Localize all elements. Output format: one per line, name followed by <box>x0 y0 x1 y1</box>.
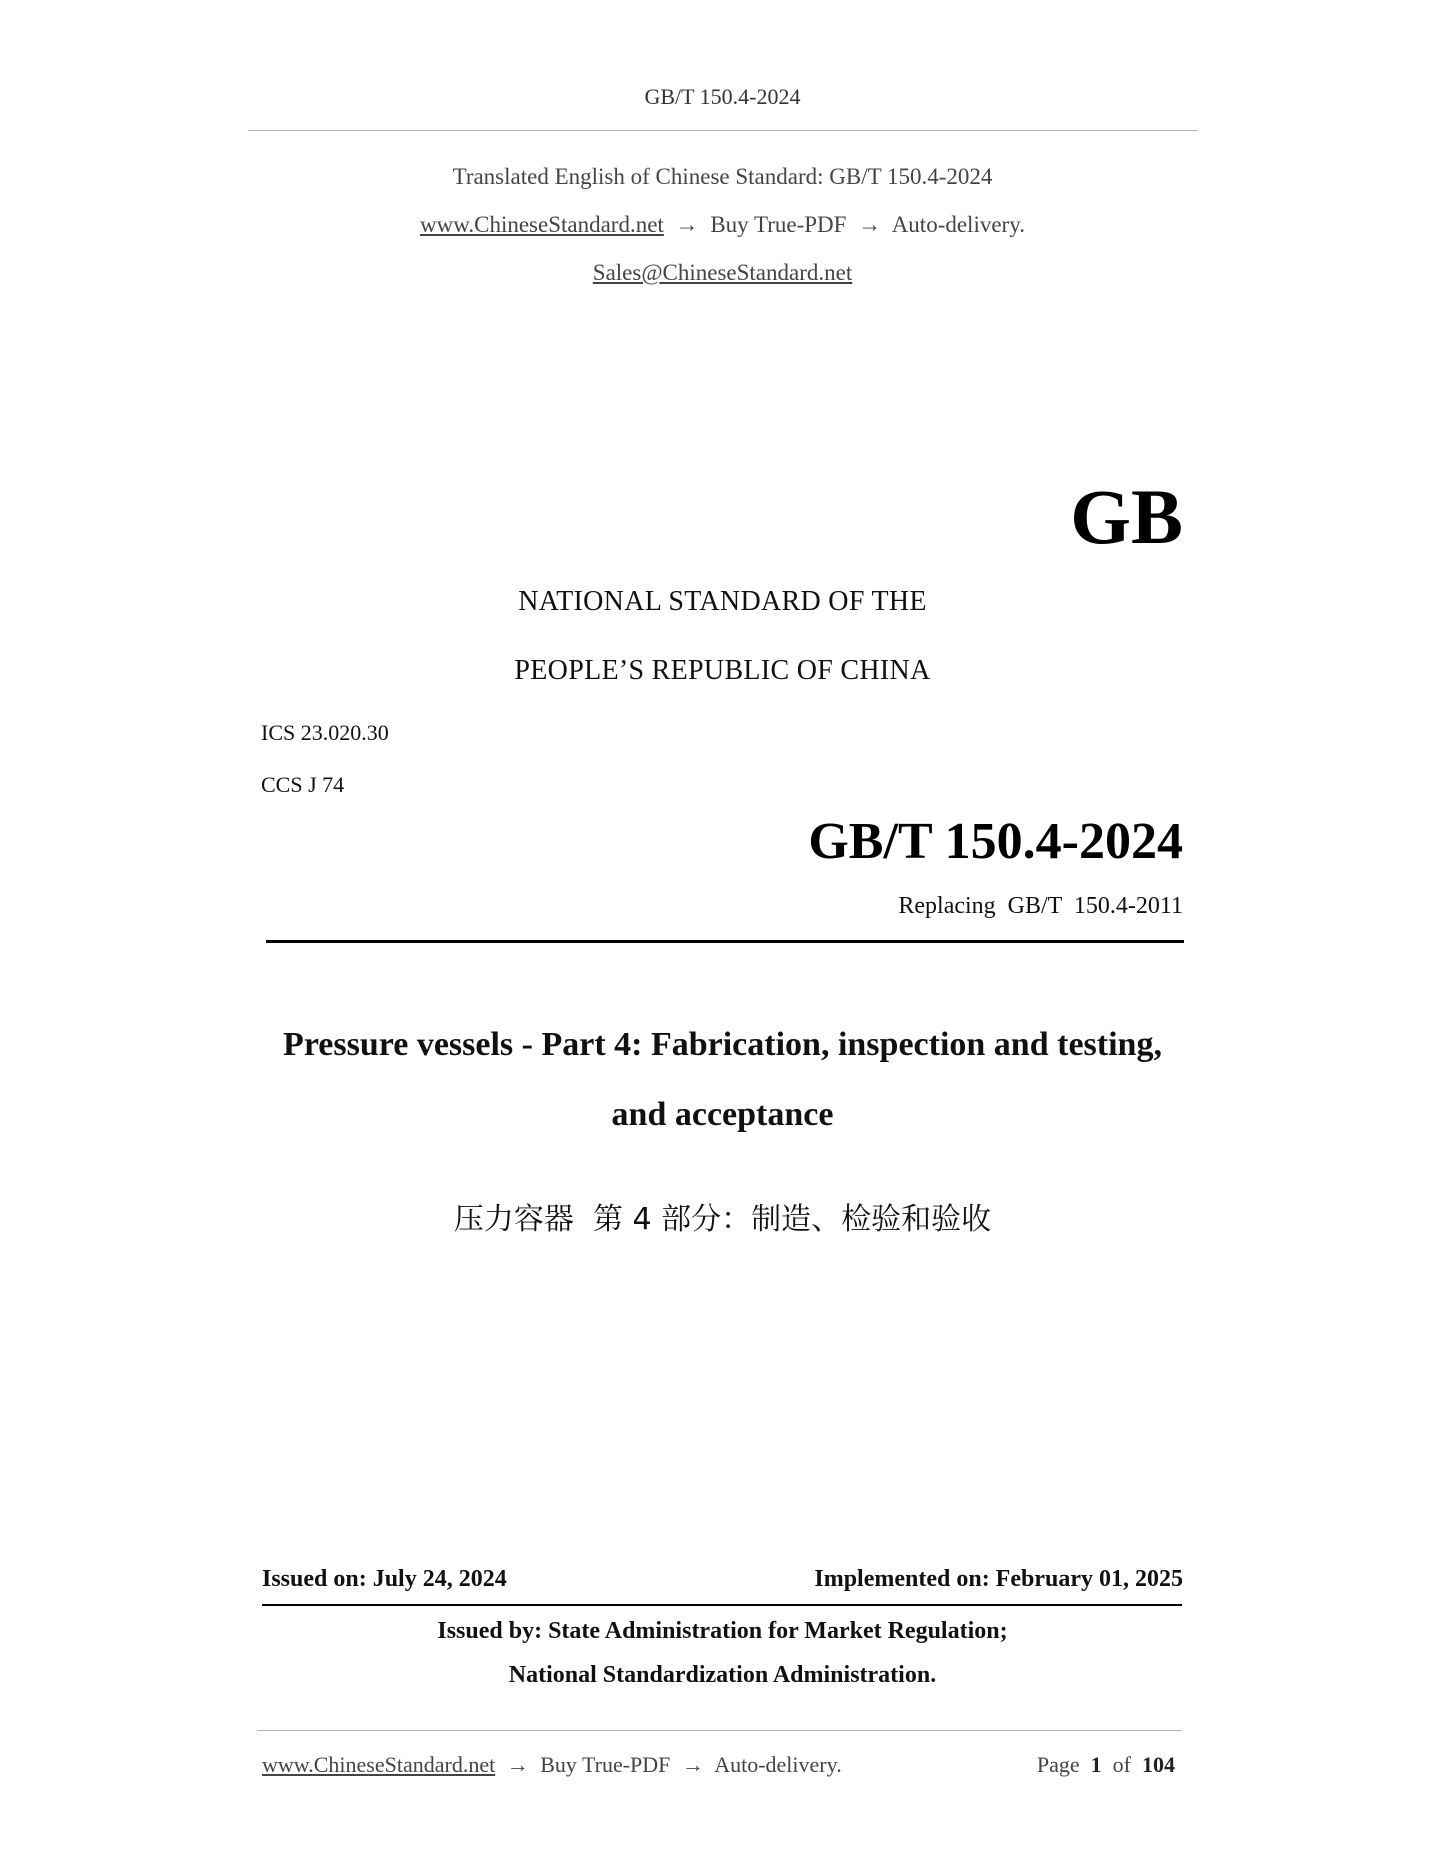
national-standard-line1: NATIONAL STANDARD OF THE <box>518 586 927 617</box>
ccs-code: CCS J 74 <box>261 772 345 797</box>
arrow-right-icon: → <box>858 212 882 237</box>
national-standard-line2: PEOPLE’S REPUBLIC OF CHINA <box>514 655 931 686</box>
gb-mark: GB <box>1070 473 1183 560</box>
arrow-right-icon: → <box>675 212 699 237</box>
ics-code: ICS 23.020.30 <box>261 720 389 745</box>
title-divider <box>266 940 1184 943</box>
footer-delivery-label: Auto-delivery. <box>714 1752 842 1777</box>
page-current: 1 <box>1090 1752 1102 1777</box>
footer-links <box>262 1752 842 1778</box>
footer-buy-label: Buy True-PDF <box>540 1752 671 1777</box>
issued-by-line2: National Standardization Administration. <box>508 1662 937 1688</box>
promo-delivery-label: Auto-delivery. <box>891 212 1025 237</box>
dates-divider <box>262 1604 1182 1606</box>
implemented-on-date: Implemented on: February 01, 2025 <box>814 1566 1183 1592</box>
replacing-note: Replacing GB/T 150.4-2011 <box>898 893 1183 919</box>
promo-buy-label: Buy True-PDF <box>710 212 847 237</box>
running-header: GB/T 150.4-2024 <box>644 84 801 109</box>
arrow-right-icon: → <box>506 1752 529 1777</box>
issued-on-date: Issued on: July 24, 2024 <box>262 1566 507 1592</box>
header-divider <box>248 130 1198 131</box>
arrow-right-icon: → <box>681 1752 704 1777</box>
promo-email-line <box>0 260 1445 286</box>
page-indicator <box>1037 1752 1175 1778</box>
page-word: Page <box>1036 1752 1080 1777</box>
issued-by-line1: Issued by: State Administration for Market Regulation; <box>437 1618 1008 1644</box>
footer-site-link[interactable]: www.ChineseStandard.net <box>262 1752 496 1777</box>
title-cn: 压力容器 第 4 部分：制造、检验和验收 <box>453 1202 992 1237</box>
title-en-line2: and acceptance <box>611 1096 834 1133</box>
footer-divider <box>257 1730 1182 1731</box>
promo-links-line <box>0 212 1445 238</box>
promo-translated-line: Translated English of Chinese Standard: GB/T 150.4-2024 <box>452 164 993 189</box>
promo-email-link[interactable]: Sales@ChineseStandard.net <box>592 260 853 285</box>
promo-site-link[interactable]: www.ChineseStandard.net <box>420 212 664 237</box>
page-total: 104 <box>1142 1752 1175 1777</box>
standard-number: GB/T 150.4-2024 <box>808 813 1183 870</box>
of-word: of <box>1112 1752 1131 1777</box>
title-en-line1: Pressure vessels - Part 4: Fabrication, inspection and testing, <box>283 1026 1162 1063</box>
